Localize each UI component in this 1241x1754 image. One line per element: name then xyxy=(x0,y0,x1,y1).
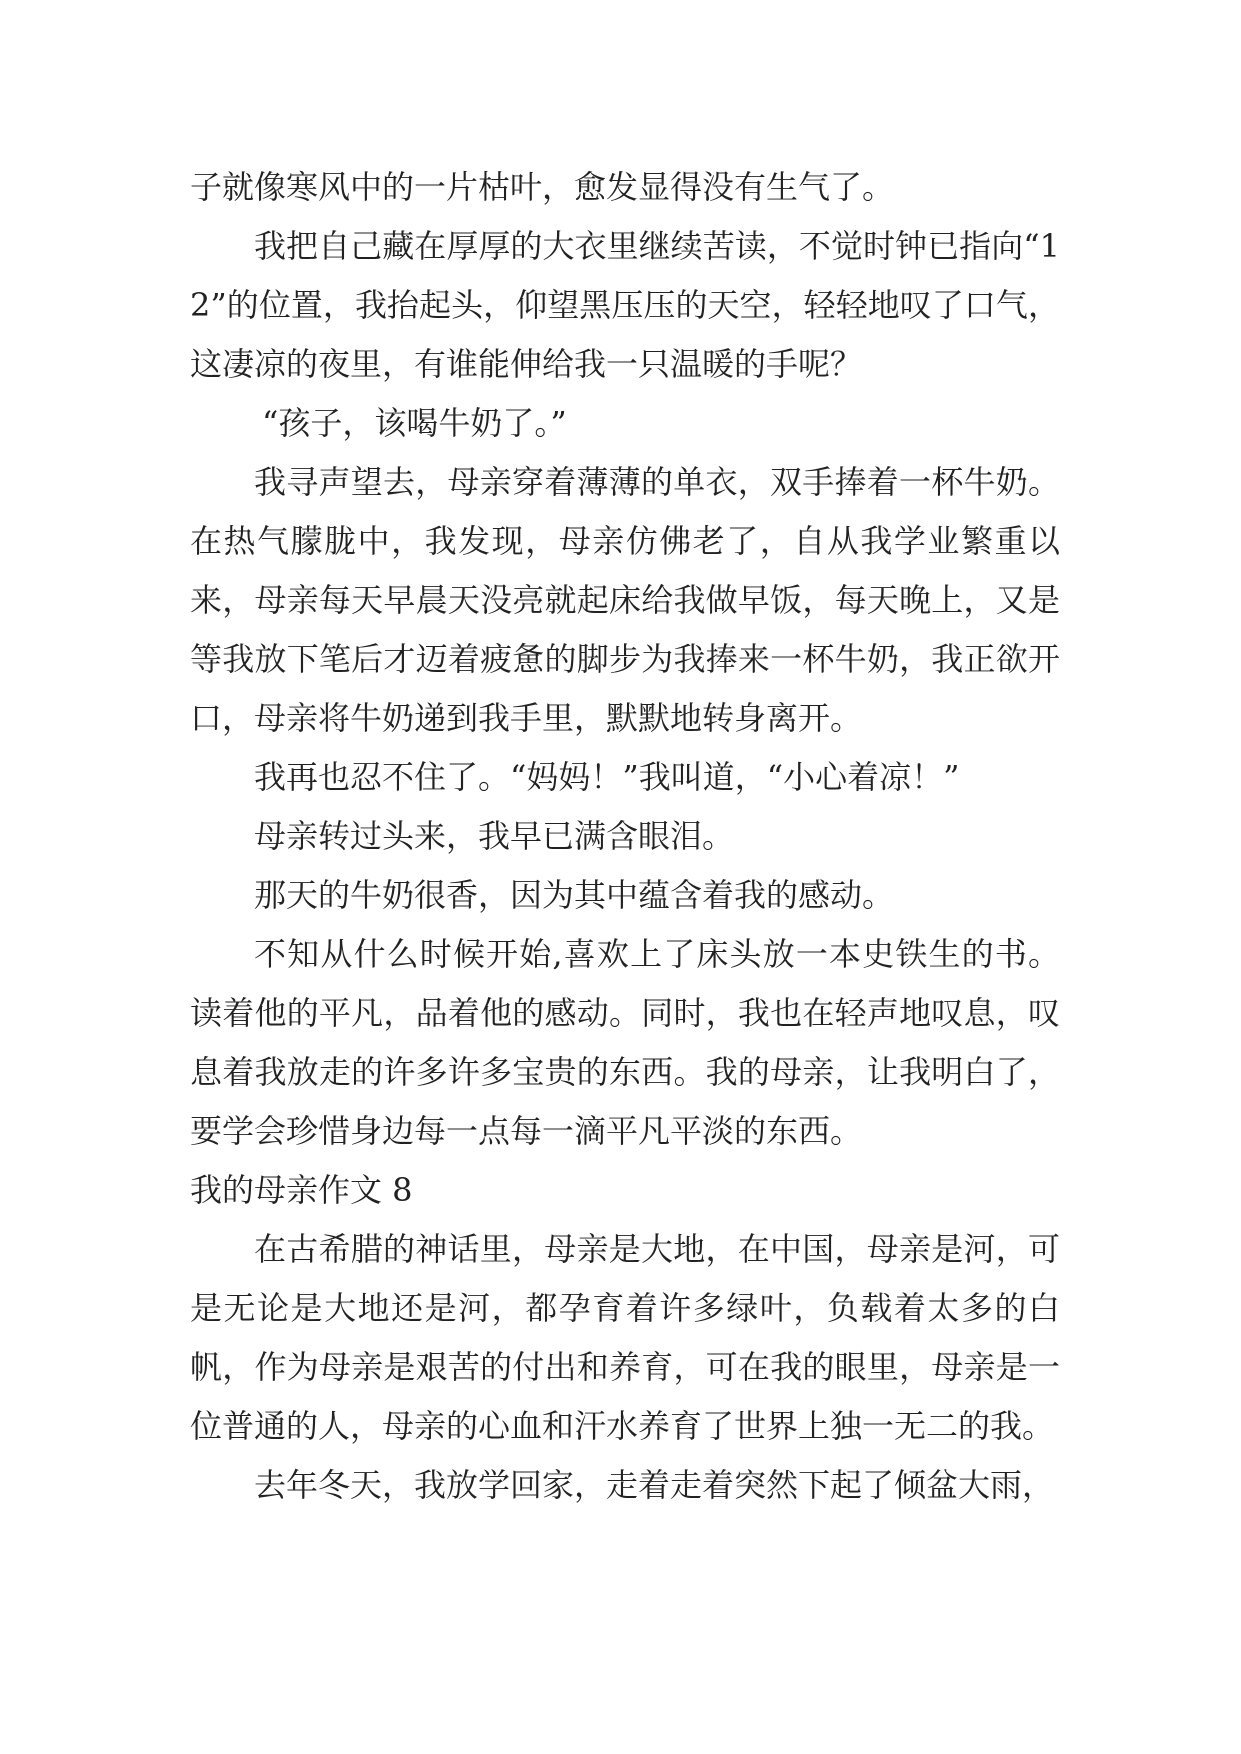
paragraph: 那天的牛奶很香，因为其中蕴含着我的感动。 xyxy=(254,876,895,914)
paragraph: “孩子，该喝牛奶了。” xyxy=(262,404,567,442)
paragraph: 我把自己藏在厚厚的大衣里继续苦读，不觉时钟已指向“12”的位置，我抬起头，仰望黑压压的天空，轻轻地叹了口气，这凄凉的夜里，有谁能伸给我一只温暖的手呢？ xyxy=(190,227,1060,383)
paragraph: 我再也忍不住了。“妈妈！”我叫道，“小心着凉！” xyxy=(254,758,960,796)
section-heading: 我的母亲作文 8 xyxy=(190,1171,413,1209)
paragraph: 不知从什么时候开始,喜欢上了床头放一本史铁生的书。读着他的平凡，品着他的感动。同时，我也在轻声地叹息，叹息着我放走的许多许多宝贵的东西。我的母亲，让我明白了，要学会珍惜身边每一点每一滴平凡平淡的东西。 xyxy=(190,935,1060,1150)
paragraph: 去年冬天，我放学回家，走着走着突然下起了倾盆大雨， xyxy=(254,1466,1055,1504)
paragraph: 母亲转过头来，我早已满含眼泪。 xyxy=(254,817,735,855)
paragraph: 我寻声望去，母亲穿着薄薄的单衣，双手捧着一杯牛奶。在热气朦胧中，我发现，母亲仿佛老了，自从我学业繁重以来，母亲每天早晨天没亮就起床给我做早饭，每天晚上，又是等我放下笔后才迈着疲惫的脚步为我捧来一杯牛奶，我正欲开口，母亲将牛奶递到我手里，默默地转身离开。 xyxy=(190,463,1060,737)
paragraph: 在古希腊的神话里，母亲是大地，在中国，母亲是河，可是无论是大地还是河，都孕育着许多绿叶，负载着太多的白帆，作为母亲是艰苦的付出和养育，可在我的眼里，母亲是一位普通的人，母亲的心血和汗水养育了世界上独一无二的我。 xyxy=(190,1230,1060,1445)
document-body xyxy=(190,158,1060,1515)
paragraph: 子就像寒风中的一片枯叶，愈发显得没有生气了。 xyxy=(190,168,895,206)
